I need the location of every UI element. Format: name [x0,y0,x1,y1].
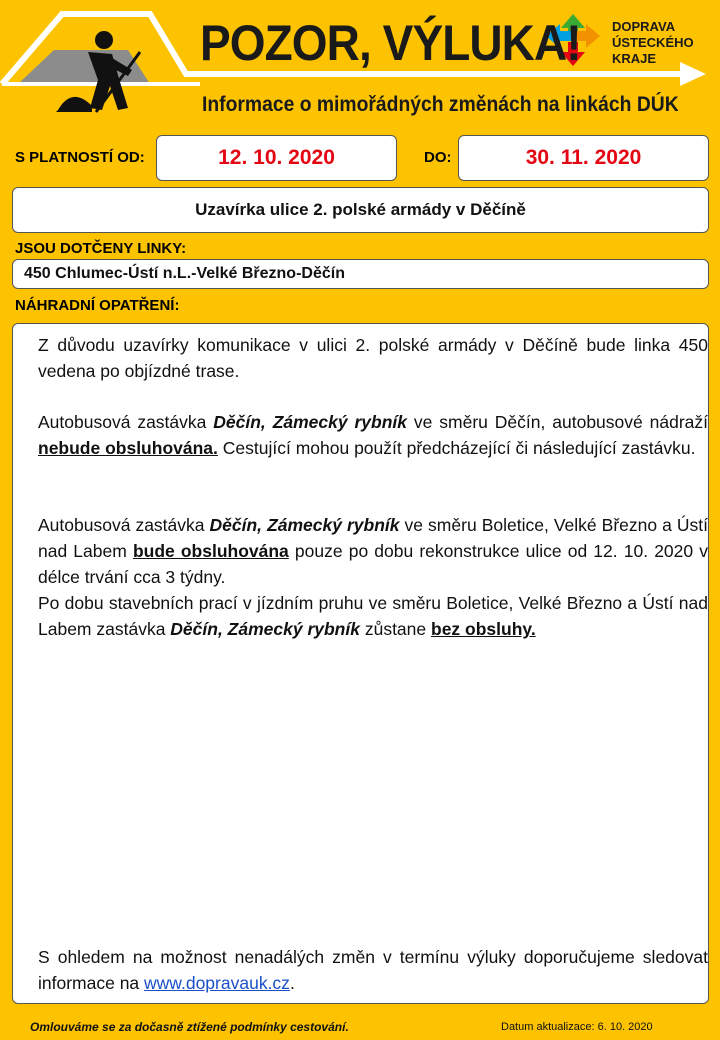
update-date: Datum aktualizace: 6. 10. 2020 [501,1021,653,1033]
notice-title: Uzavírka ulice 2. polské armády v Děčíně [12,187,709,233]
valid-from-label: S PLATNOSTÍ OD: [15,149,145,166]
brand-name: DOPRAVA ÚSTECKÉHO KRAJE [612,19,694,66]
affected-lines-value: 450 Chlumec-Ústí n.L.-Velké Březno-Děčín [12,259,709,289]
paragraph-reroute: Z důvodu uzavírky komunikace v ulici 2. polské armády v Děčíně bude linka 450 vedena po objízdné trase. [38,335,708,381]
affected-lines-label: JSOU DOTČENY LINKY: [15,240,187,257]
valid-from-date: 12. 10. 2020 [156,135,397,181]
paragraph-stop-served: Autobusová zastávka Děčín, Zámecký rybník ve směru Boletice, Velké Březno a Ústí nad Labem bude obsluhována pouze po dobu rekonstrukce ulice od 12. 10. 2020 v délce trvání cca 3 týdny. [38,515,708,587]
valid-to-label: DO: [424,149,452,166]
paragraph-follow-info: S ohledem na možnost nenadálých změn v termínu výluky doporučujeme sledovat informace na www.dopravauk.cz. [38,947,708,993]
website-link[interactable]: www.dopravauk.cz [144,973,290,993]
apology-note: Omlouváme se za dočasně ztížené podmínky cestování. [30,1020,349,1034]
paragraph-stop-not-served: Autobusová zastávka Děčín, Zámecký rybník ve směru Děčín, autobusové nádraží nebude obsluhována. Cestující mohou použít předcházející či následující zastávku. [38,412,709,458]
paragraph-no-service: Po dobu stavebních prací v jízdním pruhu ve směru Boletice, Velké Březno a Ústí nad Labem zastávka Děčín, Zámecký rybník zůstane bez obsluhy. [38,593,708,639]
measures-box [12,323,709,1004]
valid-to-date: 30. 11. 2020 [458,135,709,181]
headline: POZOR, VÝLUKA! [200,15,581,71]
measures-label: NÁHRADNÍ OPATŘENÍ: [15,297,180,314]
header-subtitle: Informace o mimořádných změnách na linkách DÚK [202,93,679,116]
